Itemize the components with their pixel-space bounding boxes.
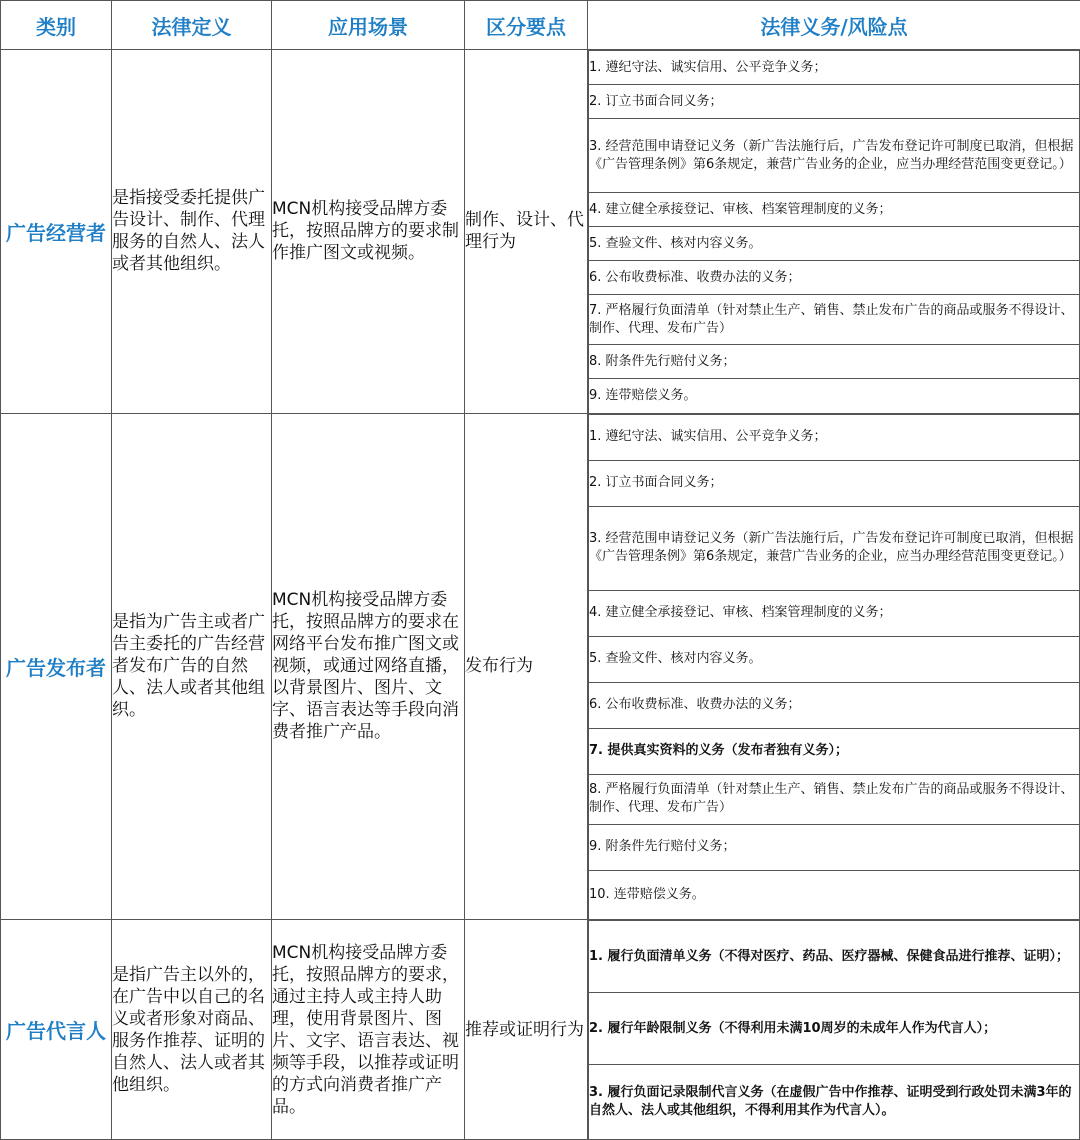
table-row <box>1 920 1080 1140</box>
definition-cell: 是指为广告主或者广告主委托的广告经营者发布广告的自然人、法人或者其他组织。 <box>112 413 272 920</box>
duty-item: 5. 查验文件、核对内容义务。 <box>589 636 1080 682</box>
duty-item: 7. 提供真实资料的义务（发布者独有义务）； <box>589 728 1080 774</box>
duty-item: 9. 附条件先行赔付义务； <box>589 824 1080 870</box>
header-row <box>1 1 1080 50</box>
category-cell: 广告经营者 <box>1 50 112 414</box>
table-row <box>1 50 1080 414</box>
duty-item: 4. 建立健全承接登记、审核、档案管理制度的义务； <box>589 193 1080 227</box>
header-scenario: 应用场景 <box>272 1 465 50</box>
duties-cell <box>588 50 1080 414</box>
duty-item: 3. 经营范围申请登记义务（新广告法施行后，广告发布登记许可制度已取消，但根据《广告管理条例》第6条规定，兼营广告业务的企业，应当办理经营范围变更登记。） <box>589 119 1080 193</box>
duty-list <box>588 414 1080 920</box>
duty-item: 2. 履行年龄限制义务（不得利用未满10周岁的未成年人作为代言人）； <box>589 993 1080 1065</box>
distinction-cell: 发布行为 <box>465 413 588 920</box>
category-cell: 广告发布者 <box>1 413 112 920</box>
duty-item: 10. 连带赔偿义务。 <box>589 870 1080 919</box>
header-distinction: 区分要点 <box>465 1 588 50</box>
duty-item: 1. 履行负面清单义务（不得对医疗、药品、医疗器械、保健食品进行推荐、证明）； <box>589 921 1080 993</box>
header-duties: 法律义务/风险点 <box>588 1 1080 50</box>
scenario-cell: MCN机构接受品牌方委托，按照品牌方的要求制作推广图文或视频。 <box>272 50 465 414</box>
definition-cell: 是指接受委托提供广告设计、制作、代理服务的自然人、法人或者其他组织。 <box>112 50 272 414</box>
duty-list <box>588 50 1080 413</box>
scenario-cell: MCN机构接受品牌方委托，按照品牌方的要求，通过主持人或主持人助理，使用背景图片、图片、文字、语言表达、视频等手段，以推荐或证明的方式向消费者推广产品。 <box>272 920 465 1140</box>
table-row <box>1 413 1080 920</box>
duty-item: 9. 连带赔偿义务。 <box>589 379 1080 413</box>
duty-item: 3. 履行负面记录限制代言义务（在虚假广告中作推荐、证明受到行政处罚未满3年的自然人、法人或其他组织，不得利用其作为代言人）。 <box>589 1065 1080 1139</box>
duty-item: 4. 建立健全承接登记、审核、档案管理制度的义务； <box>589 590 1080 636</box>
duty-item: 3. 经营范围申请登记义务（新广告法施行后，广告发布登记许可制度已取消，但根据《广告管理条例》第6条规定，兼营广告业务的企业，应当办理经营范围变更登记。） <box>589 506 1080 590</box>
definition-cell: 是指广告主以外的，在广告中以自己的名义或者形象对商品、服务作推荐、证明的自然人、法人或者其他组织。 <box>112 920 272 1140</box>
duty-item: 7. 严格履行负面清单（针对禁止生产、销售、禁止发布广告的商品或服务不得设计、制作、代理、发布广告） <box>589 295 1080 345</box>
distinction-cell: 推荐或证明行为 <box>465 920 588 1140</box>
duty-item: 6. 公布收费标准、收费办法的义务； <box>589 682 1080 728</box>
category-cell: 广告代言人 <box>1 920 112 1140</box>
duty-item: 8. 附条件先行赔付义务； <box>589 345 1080 379</box>
duty-item: 2. 订立书面合同义务； <box>589 85 1080 119</box>
duty-item: 1. 遵纪守法、诚实信用、公平竞争义务； <box>589 51 1080 85</box>
duty-item: 1. 遵纪守法、诚实信用、公平竞争义务； <box>589 414 1080 460</box>
header-category: 类别 <box>1 1 112 50</box>
duty-item: 2. 订立书面合同义务； <box>589 460 1080 506</box>
header-definition: 法律定义 <box>112 1 272 50</box>
scenario-cell: MCN机构接受品牌方委托，按照品牌方的要求在网络平台发布推广图文或视频，或通过网络直播，以背景图片、图片、文字、语言表达等手段向消费者推广产品。 <box>272 413 465 920</box>
duties-cell <box>588 920 1080 1140</box>
distinction-cell: 制作、设计、代理行为 <box>465 50 588 414</box>
duty-item: 8. 严格履行负面清单（针对禁止生产、销售、禁止发布广告的商品或服务不得设计、制作、代理、发布广告） <box>589 774 1080 824</box>
duty-item: 6. 公布收费标准、收费办法的义务； <box>589 261 1080 295</box>
duty-list <box>588 920 1080 1139</box>
duty-item: 5. 查验文件、核对内容义务。 <box>589 227 1080 261</box>
duties-cell <box>588 413 1080 920</box>
